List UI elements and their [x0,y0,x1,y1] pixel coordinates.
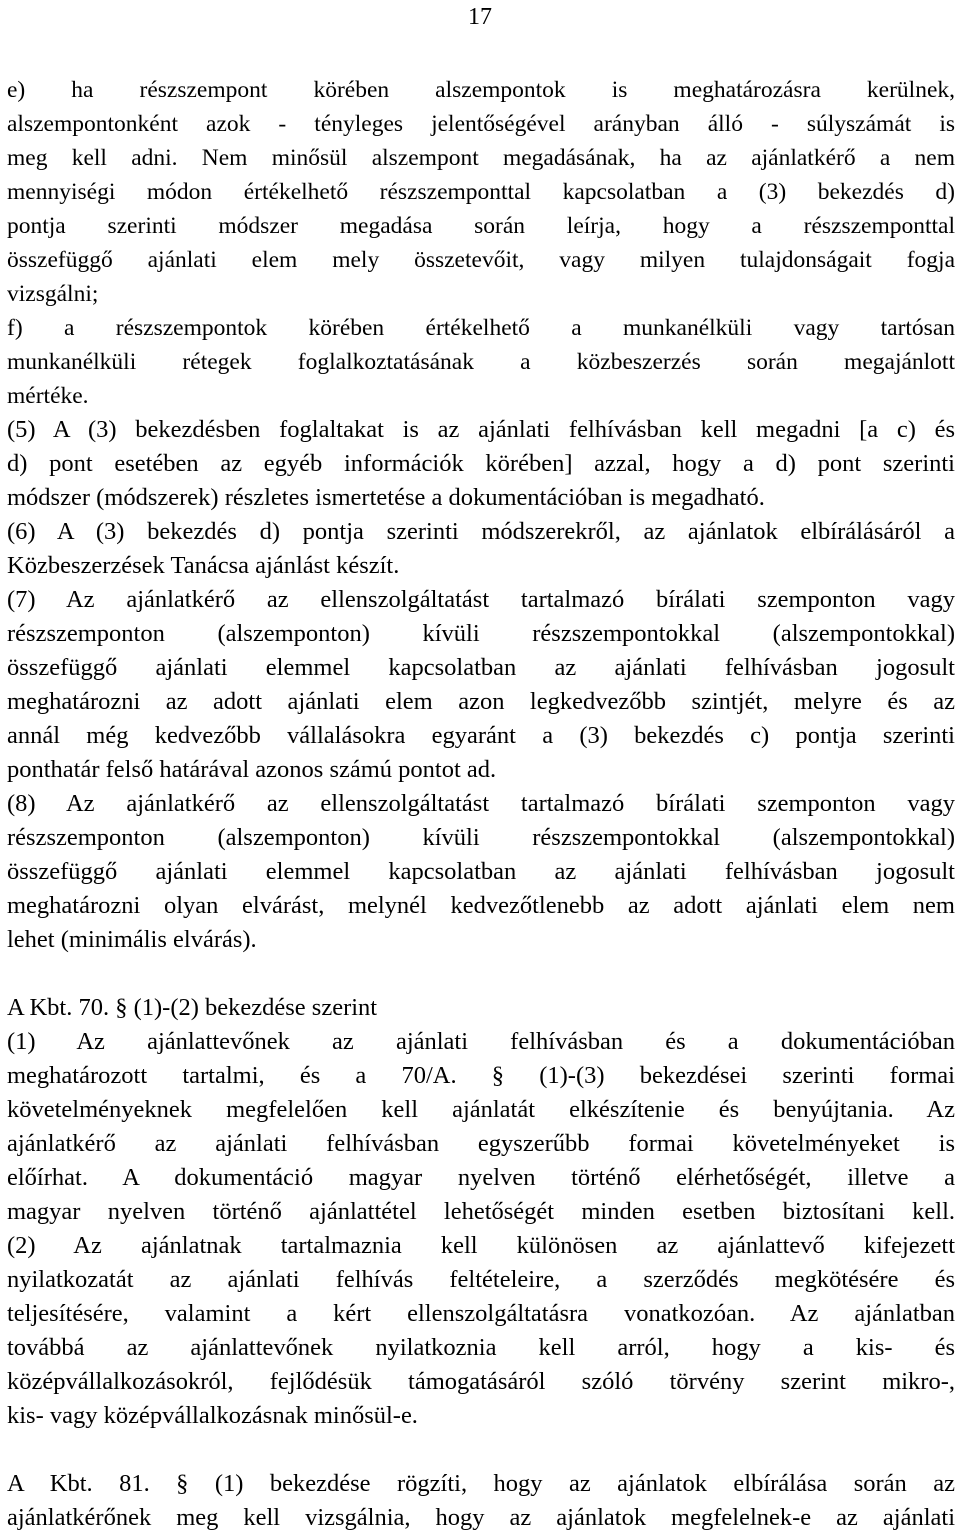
text-line: előírhat. A dokumentáció magyar nyelven történő elérhetőségét, illetve a [7,1164,955,1191]
text-line: ajánlatkérőnek meg kell vizsgálnia, hogy az ajánlatok megfelelnek-e az ajánlati [7,1504,955,1531]
text-line: részszemponton (alszemponton) kívüli részszempontokkal (alszempontokkal) [7,620,955,647]
text-line: pontja szerinti módszer megadása során leírja, hogy a részszemponttal [7,213,955,239]
text-line: f) a részszempontok körében értékelhető a munkanélküli vagy tartósan [7,315,955,341]
text-line: összefüggő ajánlati elemmel kapcsolatban az ajánlati felhívásban jogosult [7,858,955,885]
text-line: (8) Az ajánlatkérő az ellenszolgáltatást tartalmazó bírálati szemponton vagy [7,790,955,817]
text-line: összefüggő ajánlati elemmel kapcsolatban az ajánlati felhívásban jogosult [7,654,955,681]
text-line: ponthatár felső határával azonos számú pontot ad. [7,756,497,783]
text-line: (1) Az ajánlattevőnek az ajánlati felhívásban és a dokumentációban [7,1028,955,1055]
text-line: teljesítésére, valamint a kért ellenszolgáltatásra vonatkozóan. Az ajánlatban [7,1300,955,1327]
text-line: lehet (minimális elvárás). [7,926,257,953]
page-number: 17 [468,4,492,30]
text-line: részszemponton (alszemponton) kívüli részszempontokkal (alszempontokkal) [7,824,955,851]
text-line: (7) Az ajánlatkérő az ellenszolgáltatást tartalmazó bírálati szemponton vagy [7,586,955,613]
document-body [7,73,955,1535]
text-line: összefüggő ajánlati elem mely összetevőit, vagy milyen tulajdonságait fogja [7,247,955,273]
text-line: A Kbt. 81. § (1) bekezdése rögzíti, hogy az ajánlatok elbírálása során az [7,1470,955,1497]
text-line: d) pont esetében az egyéb információk körében] azzal, hogy a d) pont szerinti [7,450,955,477]
text-line: meghatározni az adott ajánlati elem azon legkedvezőbb szintjét, melyre és az [7,688,955,715]
text-line: ajánlatkérő az ajánlati felhívásban egyszerűbb formai követelményeket is [7,1130,955,1157]
text-line: mennyiségi módon értékelhető részszemponttal kapcsolatban a (3) bekezdés d) [7,179,955,205]
text-line: e) ha részszempont körében alszempontok is meghatározásra kerülnek, [7,77,955,103]
text-line: A Kbt. 70. § (1)-(2) bekezdése szerint [7,994,378,1021]
text-line: kis- vagy középvállalkozásnak minősül-e. [7,1402,418,1429]
text-line: alszempontonként azok - tényleges jelentőségével arányban álló - súlyszámát is [7,111,955,137]
paragraph-gap [7,957,955,991]
text-line: meg kell adni. Nem minősül alszempont megadásának, ha az ajánlatkérő a nem [7,145,955,171]
text-line: módszer (módszerek) részletes ismertetése a dokumentációban is megadható. [7,484,765,511]
text-line: mértéke. [7,383,89,409]
text-line: nyilatkozatát az ajánlati felhívás feltételeire, a szerződés megkötésére és [7,1266,955,1293]
text-line: középvállalkozásokról, fejlődésük támogatásáról szóló törvény szerint mikro-, [7,1368,955,1395]
text-line: Közbeszerzések Tanácsa ajánlást készít. [7,552,400,579]
text-line: (6) A (3) bekezdés d) pontja szerinti módszerekről, az ajánlatok elbírálásáról a [7,518,955,545]
text-line: meghatározott tartalmi, és a 70/A. § (1)-(3) bekezdései szerinti formai [7,1062,955,1089]
text-line: (2) Az ajánlatnak tartalmaznia kell különösen az ajánlattevő kifejezett [7,1232,955,1259]
text-line: továbbá az ajánlattevőnek nyilatkoznia kell arról, hogy a kis- és [7,1334,955,1361]
text-line: (5) A (3) bekezdésben foglaltakat is az ajánlati felhívásban kell megadni [a c) és [7,416,955,443]
text-line: annál még kedvezőbb vállalásokra egyaránt a (3) bekezdés c) pontja szerinti [7,722,955,749]
text-line: vizsgálni; [7,281,99,307]
text-line: követelményeknek megfelelően kell ajánlatát elkészítenie és benyújtania. Az [7,1096,955,1123]
paragraph-gap [7,1433,955,1467]
text-line: meghatározni olyan elvárást, melynél kedvezőtlenebb az adott ajánlati elem nem [7,892,955,919]
text-line: magyar nyelven történő ajánlattétel lehetőségét minden esetben biztosítani kell. [7,1198,955,1225]
text-line: munkanélküli rétegek foglalkoztatásának a közbeszerzés során megajánlott [7,349,955,375]
